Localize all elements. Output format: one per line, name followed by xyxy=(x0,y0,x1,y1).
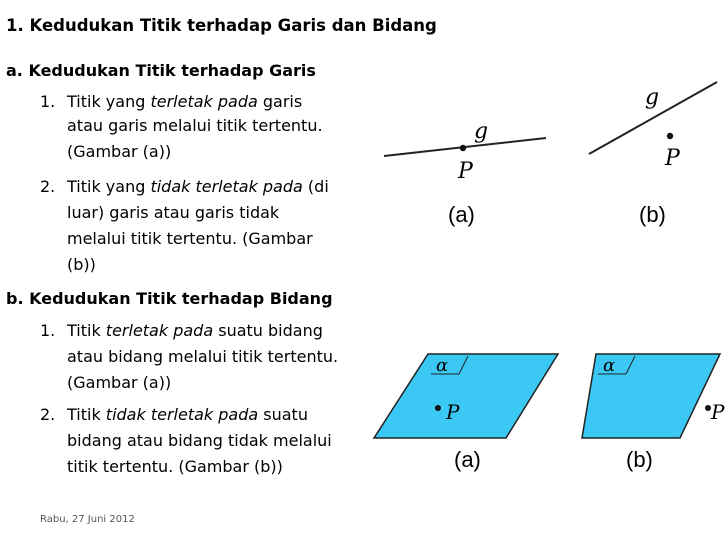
section-a-item2-line3: melalui titik tertentu. (Gambar xyxy=(67,229,313,248)
section-b-item1-line2: atau bidang melalui titik tertentu. xyxy=(67,347,339,366)
figure-caption: (b) xyxy=(639,202,666,227)
page-title: 1. Kedudukan Titik terhadap Garis dan Bidang xyxy=(6,16,437,35)
plane-label: α xyxy=(603,355,616,376)
figure-line-a xyxy=(380,110,560,230)
point-p xyxy=(667,133,673,139)
section-b-heading: b. Kedudukan Titik terhadap Bidang xyxy=(6,289,333,308)
figure-line-b xyxy=(585,78,725,230)
point-label: P xyxy=(711,400,725,424)
section-a-item2-line4: (b)) xyxy=(67,255,96,274)
line-label: g xyxy=(474,119,489,144)
figure-plane-b xyxy=(578,348,728,476)
plane-alpha xyxy=(374,354,558,438)
section-b-item1-line3: (Gambar (a)) xyxy=(67,373,172,392)
section-b-item1-number: 1. xyxy=(40,321,56,340)
section-b-item2-number: 2. xyxy=(40,405,56,424)
point-label: P xyxy=(665,146,680,171)
figure-caption: (b) xyxy=(626,447,653,472)
plane-label: α xyxy=(436,355,449,376)
section-b-item2-line1: Titik tidak terletak pada suatu xyxy=(67,405,308,424)
figure-plane-a xyxy=(370,348,560,476)
line-label: g xyxy=(645,85,660,110)
figure-caption: (a) xyxy=(454,447,481,472)
figure-caption: (a) xyxy=(448,202,475,227)
section-a-item2-line2: luar) garis atau garis tidak xyxy=(67,203,280,222)
section-a-item2-line1: Titik yang tidak terletak pada (di xyxy=(67,177,329,196)
section-a-item2-number: 2. xyxy=(40,177,56,196)
point-label: P xyxy=(458,159,473,184)
section-b-item2-line3: titik tertentu. (Gambar (b)) xyxy=(67,457,283,476)
footer-date: Rabu, 27 Juni 2012 xyxy=(40,514,135,525)
section-a-item1-line1: Titik yang terletak pada garis xyxy=(67,92,303,111)
point-label: P xyxy=(446,400,460,424)
section-a-heading: a. Kedudukan Titik terhadap Garis xyxy=(6,61,316,80)
section-b-item2-line2: bidang atau bidang tidak melalui xyxy=(67,431,332,450)
section-a-item1-line3: (Gambar (a)) xyxy=(67,142,172,161)
point-p xyxy=(460,145,466,151)
point-p xyxy=(435,405,441,411)
section-b-item1-line1: Titik terletak pada suatu bidang xyxy=(67,321,323,340)
section-a-item1-line2: atau garis melalui titik tertentu. xyxy=(67,116,323,135)
section-a-item1-number: 1. xyxy=(40,92,56,111)
